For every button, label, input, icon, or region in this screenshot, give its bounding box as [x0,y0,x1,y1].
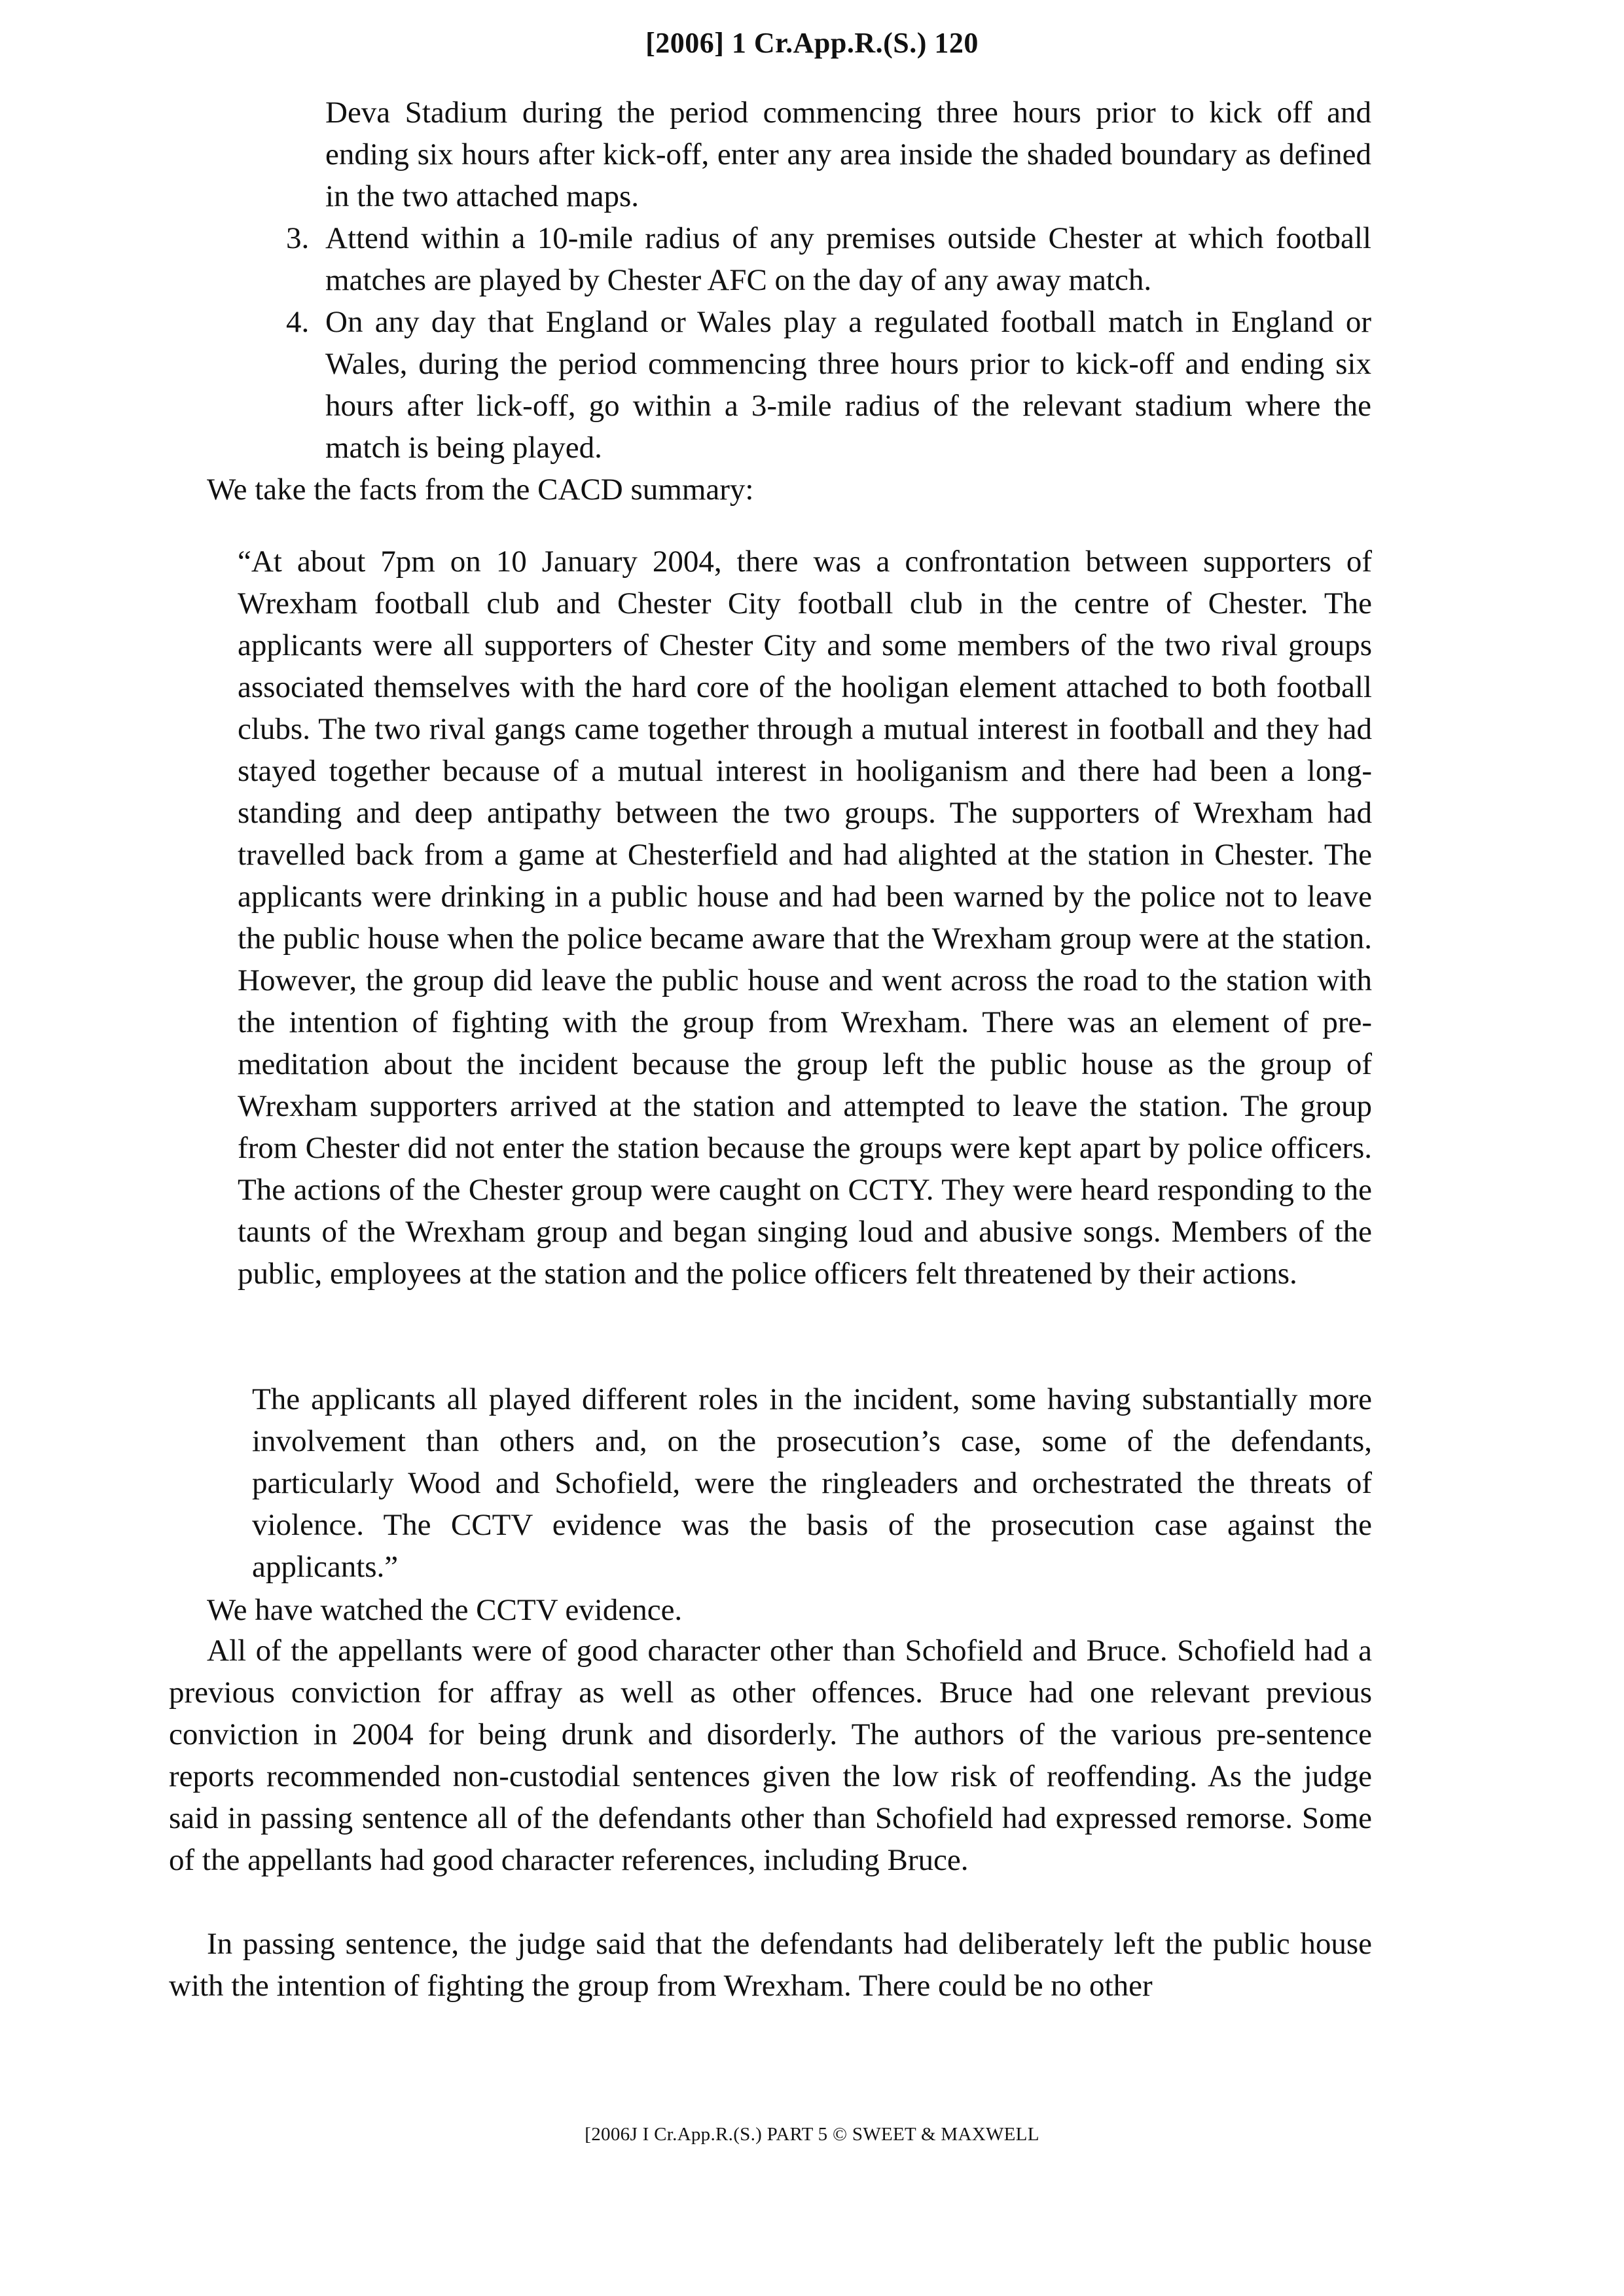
running-header: [2006] 1 Cr.App.R.(S.) 120 [645,27,979,59]
body-paragraph-2: All of the appellants were of good character other than Schofield and Bruce. Schofield had a previous conviction for affray as well as other offences. Bruce had one relevant previous conviction in 2004 for being drunk and disorderly. The authors of the various pre-sentence reports recommended non-custodial sentences given the low risk of reoffending. As the judge said in passing sentence all of the defendants other than Schofield had expressed remorse. Some of the appellants had good character references, including Bruce. [169,1634,1372,1877]
body-paragraph-1: We have watched the CCTV evidence. [207,1593,683,1627]
quote-paragraph-1: “At about 7pm on 10 January 2004, there was a confrontation between supporters of Wrexham football club and Chester City football club in the centre of Chester. The applicants were all supporters of Chester City and some members of the two rival groups associated themselves with the hard core of the hooligan element attached to both football clubs. The two rival gangs came together through a mutual interest in football and they had stayed together because of a mutual interest in hooliganism and there had been a long-standing and deep antipathy between the two groups. The supporters of Wrexham had travelled back from a game at Chesterfield and had alighted at the station in Chester. The applicants were drinking in a public house and had been warned by the police not to leave the public house when the police became aware that the Wrexham group were at the station. However, the group did leave the public house and went across the road to the station with the intention of fighting with the group from Wrexham. There was an element of pre-meditation about the incident because the group left the public house as the group of Wrexham supporters arrived at the station and attempted to leave the station. The group from Chester did not enter the station because the groups were kept apart by police officers. The actions of the Chester group were caught on CCTY. They were heard responding to the taunts of the Wrexham group and began singing loud and abusive songs. Members of the public, employees at the station and the police officers felt threatened by their actions. [238,545,1372,1291]
list-item-text: On any day that England or Wales play a regulated football match in England or Wales, during the period commencing three hours prior to kick-off and ending six hours after lick-off, go within a 3-mile radius of the relevant stadium where the match is being played. [325,305,1371,465]
list-item-text: Attend within a 10-mile radius of any premises outside Chester at which football matches are played by Chester AFC on the day of any away match. [325,221,1371,297]
quote-paragraph-2: The applicants all played different roles in the incident, some having substantially more involvement than others and, on the prosecution’s case, some of the defendants, particularly Wood and Schofield, were the ringleaders and orchestrated the threats of violence. The CCTV evidence was the basis of the prosecution case against the applicants.” [252,1382,1372,1584]
body-paragraph-3: In passing sentence, the judge said that the defendants had deliberately left the public house with the intention of fighting the group from Wrexham. There could be no other [169,1927,1372,2003]
page-footer: [2006J I Cr.App.R.(S.) PART 5 © SWEET & MAXWELL [585,2124,1039,2145]
list-item-3 [286,217,1371,301]
list-item-number: 3. [286,221,310,255]
list-item-number: 4. [286,305,310,339]
intro-paragraph: We take the facts from the CACD summary: [207,473,754,507]
list-item-4 [286,301,1371,469]
list-item-continuation: Deva Stadium during the period commencing three hours prior to kick off and ending six hours after kick-off, enter any area inside the shaded boundary as defined in the two attached maps. [325,96,1371,213]
